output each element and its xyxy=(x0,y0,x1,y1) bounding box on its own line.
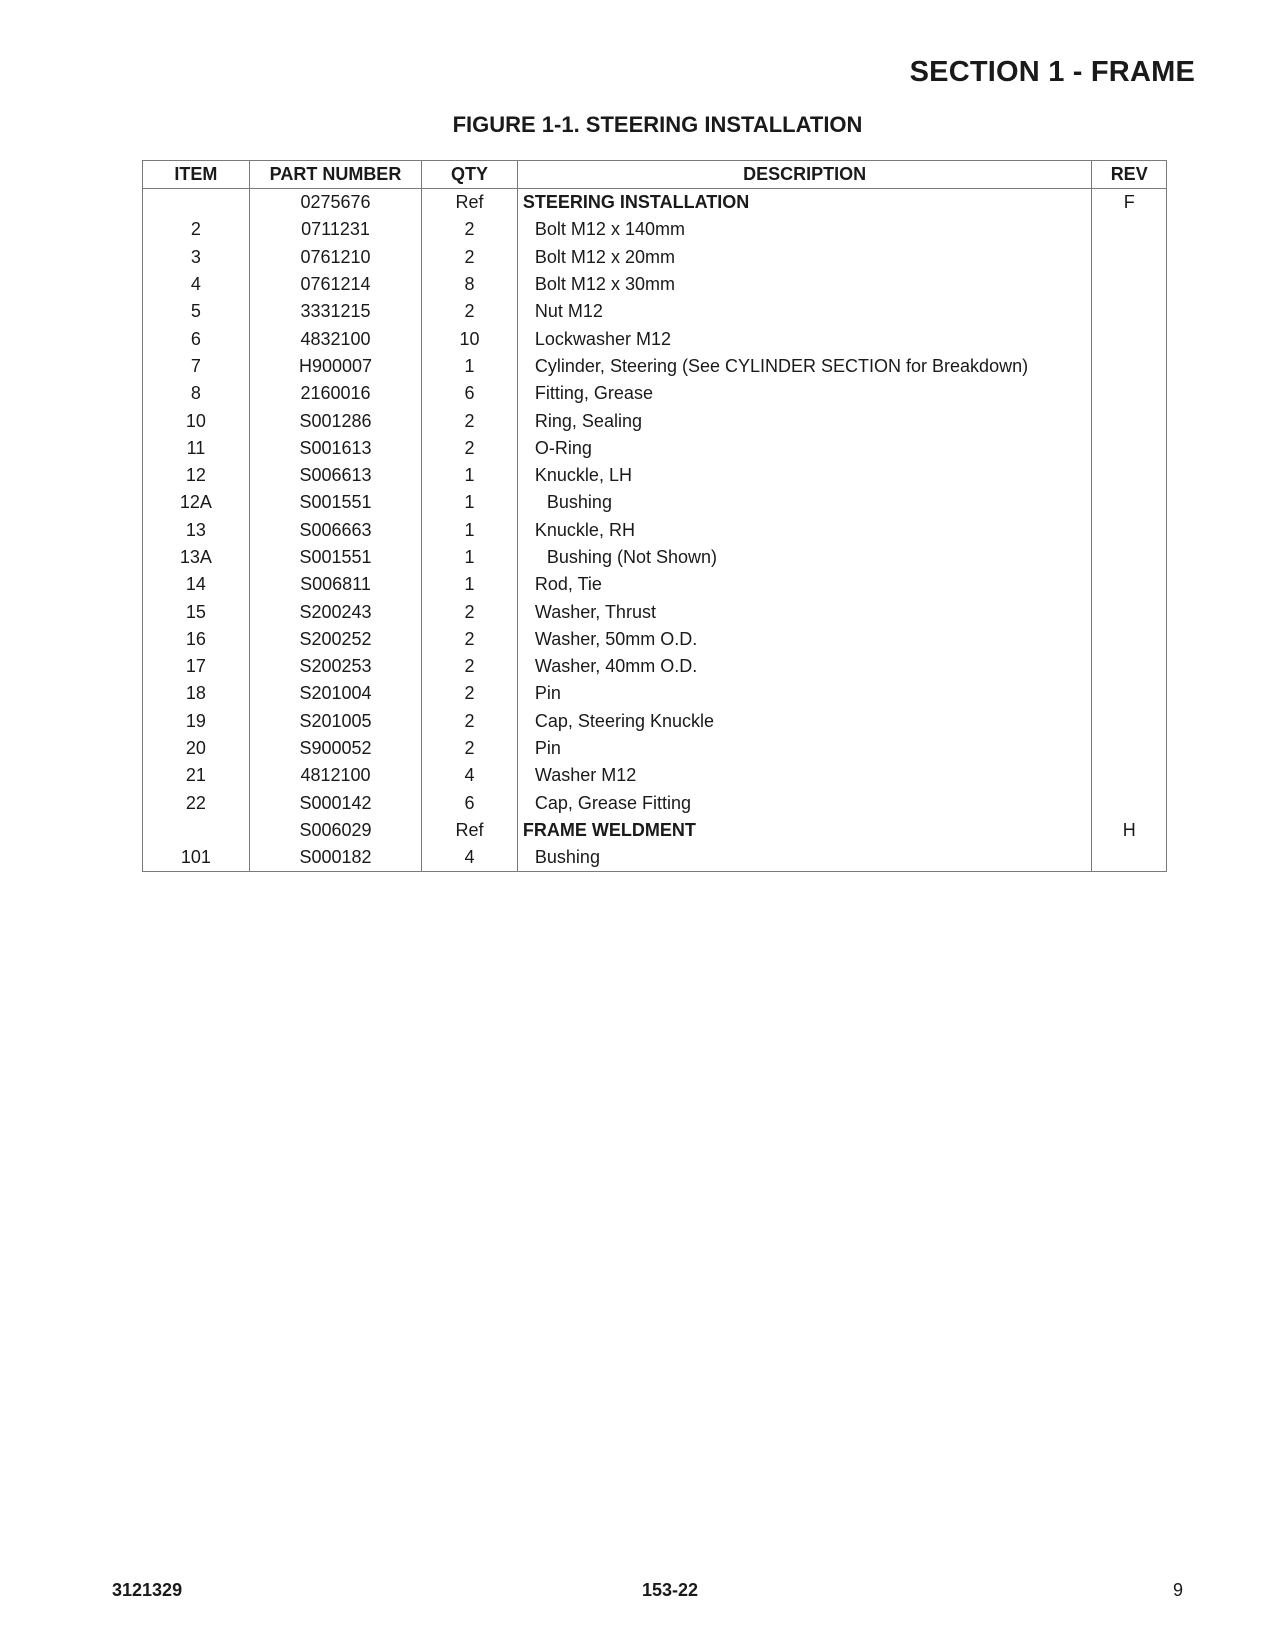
qty-cell: 2 xyxy=(422,435,518,462)
description-cell: Fitting, Grease xyxy=(517,380,1091,407)
rev-cell xyxy=(1092,790,1167,817)
item-cell: 6 xyxy=(143,325,250,352)
rev-cell xyxy=(1092,271,1167,298)
rev-cell xyxy=(1092,517,1167,544)
part-number-cell: S200252 xyxy=(249,626,421,653)
description-cell: Pin xyxy=(517,680,1091,707)
part-number-cell: S000142 xyxy=(249,790,421,817)
description-cell: Washer, 50mm O.D. xyxy=(517,626,1091,653)
description-cell: Washer, Thrust xyxy=(517,598,1091,625)
qty-cell: 2 xyxy=(422,298,518,325)
item-cell: 13A xyxy=(143,544,250,571)
qty-cell: 2 xyxy=(422,626,518,653)
qty-cell: 2 xyxy=(422,244,518,271)
qty-cell: 2 xyxy=(422,708,518,735)
item-cell: 12 xyxy=(143,462,250,489)
description-cell: Bolt M12 x 20mm xyxy=(517,244,1091,271)
table-row xyxy=(143,517,1167,544)
qty-cell: 6 xyxy=(422,380,518,407)
table-row xyxy=(143,244,1167,271)
item-cell: 19 xyxy=(143,708,250,735)
table-row xyxy=(143,653,1167,680)
table-row xyxy=(143,298,1167,325)
description-cell: Cylinder, Steering (See CYLINDER SECTION for Breakdown) xyxy=(517,353,1091,380)
description-cell: Knuckle, LH xyxy=(517,462,1091,489)
part-number-cell: S201004 xyxy=(249,680,421,707)
description-cell: Ring, Sealing xyxy=(517,407,1091,434)
rev-cell xyxy=(1092,544,1167,571)
item-cell: 18 xyxy=(143,680,250,707)
table-row xyxy=(143,598,1167,625)
table-row xyxy=(143,380,1167,407)
part-number-cell: 3331215 xyxy=(249,298,421,325)
part-number-cell: S201005 xyxy=(249,708,421,735)
rev-cell: H xyxy=(1092,817,1167,844)
table-row xyxy=(143,571,1167,598)
qty-cell: 2 xyxy=(422,735,518,762)
description-cell: FRAME WELDMENT xyxy=(517,817,1091,844)
qty-cell: 6 xyxy=(422,790,518,817)
table-row xyxy=(143,544,1167,571)
footer-center-code: 153-22 xyxy=(641,1580,699,1600)
rev-cell xyxy=(1092,244,1167,271)
qty-cell: 2 xyxy=(422,407,518,434)
rev-cell xyxy=(1092,653,1167,680)
table-row xyxy=(143,216,1167,243)
item-cell: 11 xyxy=(143,435,250,462)
description-cell: Bushing (Not Shown) xyxy=(517,544,1091,571)
header-part-number: PART NUMBER xyxy=(249,161,421,189)
rev-cell xyxy=(1092,353,1167,380)
part-number-cell: 2160016 xyxy=(249,380,421,407)
item-cell: 13 xyxy=(143,517,250,544)
rev-cell xyxy=(1092,380,1167,407)
parts-table-header xyxy=(143,161,1167,189)
item-cell: 17 xyxy=(143,653,250,680)
qty-cell: 2 xyxy=(422,598,518,625)
description-cell: O-Ring xyxy=(517,435,1091,462)
part-number-cell: S001613 xyxy=(249,435,421,462)
part-number-cell: S200243 xyxy=(249,598,421,625)
rev-cell xyxy=(1092,407,1167,434)
item-cell xyxy=(143,189,250,217)
table-row xyxy=(143,735,1167,762)
item-cell: 8 xyxy=(143,380,250,407)
item-cell: 21 xyxy=(143,762,250,789)
section-title: SECTION 1 - FRAME xyxy=(909,56,1195,88)
qty-cell: Ref xyxy=(422,189,518,217)
table-row xyxy=(143,817,1167,844)
description-cell: Lockwasher M12 xyxy=(517,325,1091,352)
header-rev: REV xyxy=(1092,161,1167,189)
item-cell: 4 xyxy=(143,271,250,298)
description-cell: Bushing xyxy=(517,489,1091,516)
description-cell: Bolt M12 x 140mm xyxy=(517,216,1091,243)
figure-title: FIGURE 1-1. STEERING INSTALLATION xyxy=(452,112,863,137)
item-cell xyxy=(143,817,250,844)
rev-cell xyxy=(1092,735,1167,762)
parts-table-body xyxy=(143,189,1167,872)
item-cell: 14 xyxy=(143,571,250,598)
part-number-cell: 0275676 xyxy=(249,189,421,217)
rev-cell xyxy=(1092,435,1167,462)
rev-cell xyxy=(1092,462,1167,489)
header-row xyxy=(143,161,1167,189)
description-cell: Pin xyxy=(517,735,1091,762)
item-cell: 5 xyxy=(143,298,250,325)
qty-cell: 1 xyxy=(422,517,518,544)
rev-cell xyxy=(1092,680,1167,707)
description-cell: Cap, Grease Fitting xyxy=(517,790,1091,817)
description-cell: Cap, Steering Knuckle xyxy=(517,708,1091,735)
qty-cell: Ref xyxy=(422,817,518,844)
qty-cell: 2 xyxy=(422,653,518,680)
description-cell: Washer, 40mm O.D. xyxy=(517,653,1091,680)
table-row xyxy=(143,762,1167,789)
rev-cell xyxy=(1092,571,1167,598)
header-item: ITEM xyxy=(143,161,250,189)
table-row xyxy=(143,407,1167,434)
rev-cell: F xyxy=(1092,189,1167,217)
description-cell: Bushing xyxy=(517,844,1091,872)
description-cell: Bolt M12 x 30mm xyxy=(517,271,1091,298)
table-row xyxy=(143,489,1167,516)
part-number-cell: S001551 xyxy=(249,489,421,516)
part-number-cell: S200253 xyxy=(249,653,421,680)
header-description: DESCRIPTION xyxy=(517,161,1091,189)
qty-cell: 2 xyxy=(422,680,518,707)
table-row xyxy=(143,844,1167,872)
rev-cell xyxy=(1092,598,1167,625)
part-number-cell: S006613 xyxy=(249,462,421,489)
item-cell: 12A xyxy=(143,489,250,516)
header-qty: QTY xyxy=(422,161,518,189)
qty-cell: 1 xyxy=(422,489,518,516)
qty-cell: 1 xyxy=(422,462,518,489)
part-number-cell: 4832100 xyxy=(249,325,421,352)
table-row xyxy=(143,708,1167,735)
qty-cell: 1 xyxy=(422,571,518,598)
part-number-cell: S900052 xyxy=(249,735,421,762)
rev-cell xyxy=(1092,489,1167,516)
description-cell: Washer M12 xyxy=(517,762,1091,789)
table-row xyxy=(143,353,1167,380)
item-cell: 16 xyxy=(143,626,250,653)
part-number-cell: S006663 xyxy=(249,517,421,544)
description-cell: Nut M12 xyxy=(517,298,1091,325)
table-row xyxy=(143,325,1167,352)
part-number-cell: 0711231 xyxy=(249,216,421,243)
rev-cell xyxy=(1092,762,1167,789)
item-cell: 20 xyxy=(143,735,250,762)
part-number-cell: S000182 xyxy=(249,844,421,872)
item-cell: 3 xyxy=(143,244,250,271)
rev-cell xyxy=(1092,844,1167,872)
part-number-cell: 4812100 xyxy=(249,762,421,789)
table-row xyxy=(143,680,1167,707)
qty-cell: 1 xyxy=(422,544,518,571)
description-cell: STEERING INSTALLATION xyxy=(517,189,1091,217)
part-number-cell: S006811 xyxy=(249,571,421,598)
part-number-cell: 0761210 xyxy=(249,244,421,271)
part-number-cell: S001551 xyxy=(249,544,421,571)
parts-table xyxy=(142,160,1167,872)
rev-cell xyxy=(1092,325,1167,352)
part-number-cell: S001286 xyxy=(249,407,421,434)
part-number-cell: 0761214 xyxy=(249,271,421,298)
table-row xyxy=(143,790,1167,817)
rev-cell xyxy=(1092,708,1167,735)
table-row xyxy=(143,435,1167,462)
rev-cell xyxy=(1092,216,1167,243)
item-cell: 7 xyxy=(143,353,250,380)
rev-cell xyxy=(1092,298,1167,325)
qty-cell: 4 xyxy=(422,844,518,872)
table-row xyxy=(143,189,1167,217)
qty-cell: 4 xyxy=(422,762,518,789)
qty-cell: 1 xyxy=(422,353,518,380)
qty-cell: 8 xyxy=(422,271,518,298)
footer-page-number: 9 xyxy=(1172,1580,1183,1600)
description-cell: Knuckle, RH xyxy=(517,517,1091,544)
qty-cell: 2 xyxy=(422,216,518,243)
table-row xyxy=(143,626,1167,653)
item-cell: 15 xyxy=(143,598,250,625)
description-cell: Rod, Tie xyxy=(517,571,1091,598)
item-cell: 22 xyxy=(143,790,250,817)
qty-cell: 10 xyxy=(422,325,518,352)
table-row xyxy=(143,271,1167,298)
part-number-cell: S006029 xyxy=(249,817,421,844)
item-cell: 101 xyxy=(143,844,250,872)
table-row xyxy=(143,462,1167,489)
part-number-cell: H900007 xyxy=(249,353,421,380)
footer-doc-number: 3121329 xyxy=(112,1580,183,1600)
item-cell: 2 xyxy=(143,216,250,243)
item-cell: 10 xyxy=(143,407,250,434)
rev-cell xyxy=(1092,626,1167,653)
